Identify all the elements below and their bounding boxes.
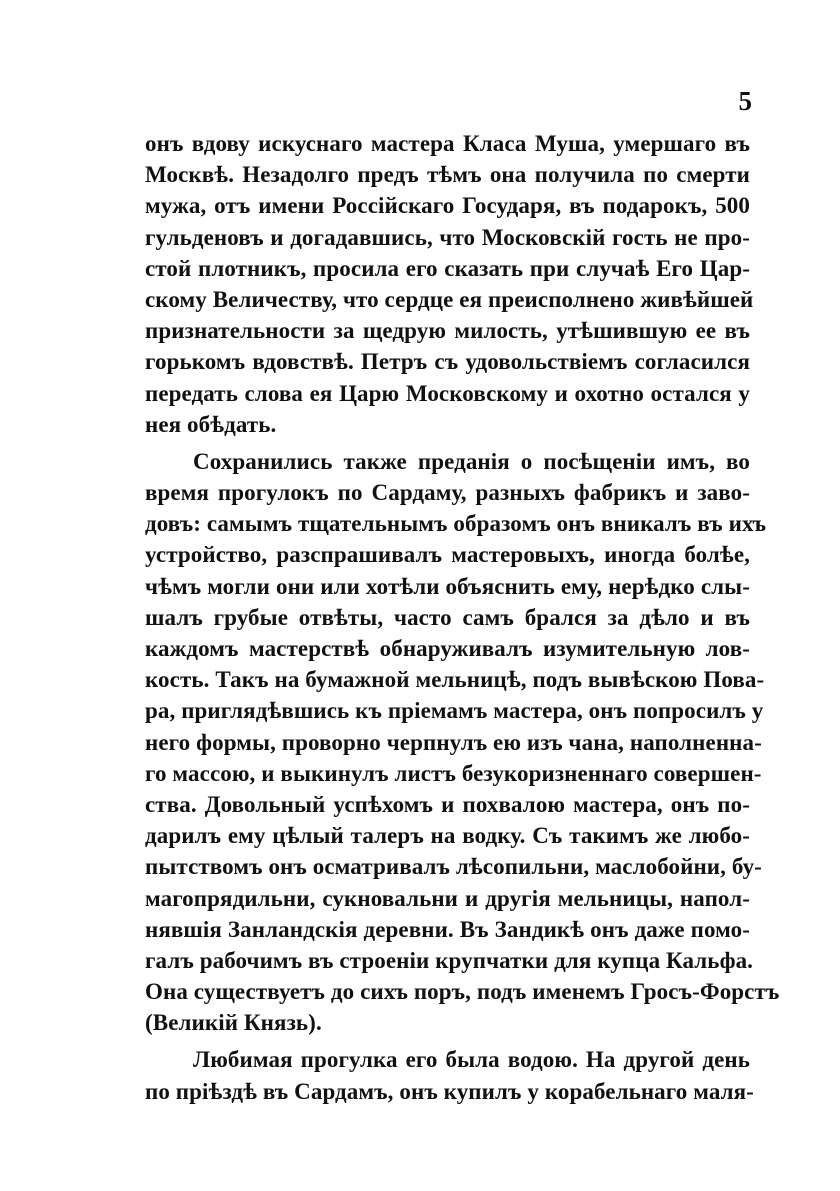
text-line: ра, приглядѣвшись къ пріемамъ мастера, онъ попросилъ у xyxy=(145,698,764,724)
paragraph-3 xyxy=(145,1044,754,1106)
page-number: 5 xyxy=(738,86,752,116)
paragraph-1 xyxy=(145,128,754,440)
text-line: Сохранились также преданія о посѣщеніи имъ, во xyxy=(193,448,750,474)
text-line: онъ вдову искуснаго мастера Класа Муша, умершаго въ xyxy=(145,131,750,156)
text-line: (Великій Князь). xyxy=(145,1010,322,1036)
text-line: магопрядильни, сукновальни и другія мельницы, напол- xyxy=(145,885,750,911)
text-line: устройство, разспрашивалъ мастеровыхъ, иногда болѣе, xyxy=(145,542,750,568)
text-line: передать слова ея Царю Московскому и охотно остался у xyxy=(145,380,750,406)
text-line: скому Величеству, что сердце ея преисполнено живѣйшей xyxy=(145,286,754,312)
text-line: чѣмъ могли они или хотѣли объяснить ему, нерѣдко слы- xyxy=(145,573,750,599)
text-line: галъ рабочимъ въ строеніи крупчатки для купца Кальфа. xyxy=(145,947,754,973)
text-line: кость. Такъ на бумажной мельницѣ, подъ вывѣскою Пова- xyxy=(145,667,765,693)
text-line: него формы, проворно черпнулъ ею изъ чана, наполненна- xyxy=(145,729,762,755)
text-line: Она существуетъ до сихъ поръ, подъ именемъ Гросъ-Форстъ xyxy=(145,979,780,1005)
text-line: каждомъ мастерствѣ обнаруживалъ изумительную лов- xyxy=(145,636,750,661)
text-line: по пріѣздѣ въ Сардамъ, онъ купилъ у корабельнаго маля- xyxy=(145,1078,754,1104)
text-line: гульденовъ и догадавшись, что Московскій гость не про- xyxy=(145,224,750,250)
text-line: стой плотникъ, просила его сказать при случаѣ Его Цар- xyxy=(145,255,750,281)
text-line: мужа, отъ имени Россійскаго Государя, въ подарокъ, 500 xyxy=(145,193,750,219)
text-line: пытствомъ онъ осматривалъ лѣсопильни, маслобойни, бу- xyxy=(145,854,762,880)
text-line: Москвѣ. Незадолго предъ тѣмъ она получила по смерти xyxy=(145,162,750,188)
body-text xyxy=(145,128,780,1107)
text-line: горькомъ вдовствѣ. Петръ съ удовольствіемъ согласился xyxy=(145,349,750,375)
text-line: признательности за щедрую милость, утѣшившую ее въ xyxy=(145,318,750,344)
text-line: нявшія Занландскія деревни. Въ Зандикѣ онъ даже помо- xyxy=(145,916,750,942)
text-line: дарилъ ему цѣлый талеръ на водку. Съ такимъ же любо- xyxy=(145,823,750,849)
text-line: нея обѣдать. xyxy=(145,411,277,437)
text-line: шалъ грубые отвѣты, часто самъ брался за дѣло и въ xyxy=(145,604,750,630)
text-line: время прогулокъ по Сардаму, разныхъ фабрикъ и заво- xyxy=(145,480,750,506)
paragraph-2 xyxy=(145,446,780,1039)
text-line: Любимая прогулка его была водою. На другой день xyxy=(193,1047,750,1073)
text-line: довъ: самымъ тщательнымъ образомъ онъ вникалъ въ ихъ xyxy=(145,511,767,537)
text-line: ства. Довольный успѣхомъ и похвалою мастера, онъ по- xyxy=(145,791,750,817)
text-line: го массою, и выкинулъ листъ безукоризненнаго совершен- xyxy=(145,760,762,786)
